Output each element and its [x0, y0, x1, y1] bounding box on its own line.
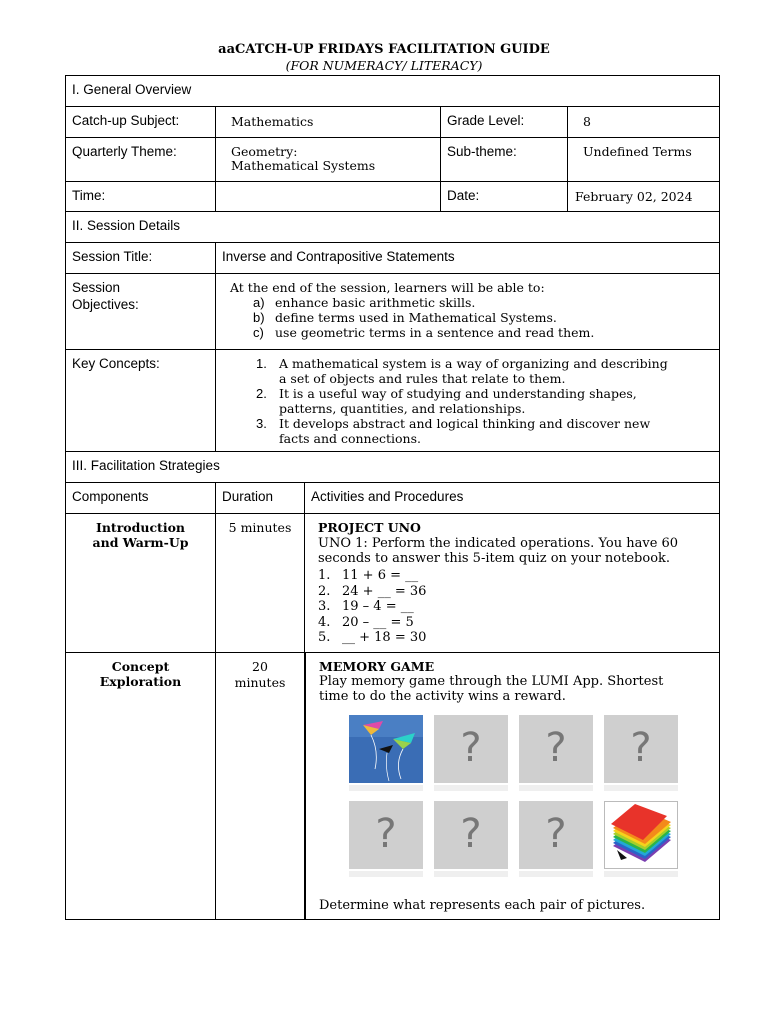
- subtheme-value: Undefined Terms: [583, 144, 692, 159]
- quiz-list: [318, 568, 426, 646]
- grade-value: 8: [583, 114, 591, 129]
- duration-header: Duration: [222, 489, 274, 504]
- theme-value-line2: Mathematical Systems: [231, 158, 376, 173]
- concepts-value-cell: [215, 349, 720, 452]
- theme-label: Quarterly Theme:: [72, 144, 177, 159]
- kite-picture-card[interactable]: [349, 715, 423, 783]
- hidden-card[interactable]: [434, 801, 508, 869]
- quiz-item: 1. 11 + 6 = __: [318, 568, 419, 583]
- quiz-item: 5. __ + 18 = 30: [318, 630, 427, 645]
- session-title-value: Inverse and Contrapositive Statements: [222, 249, 455, 264]
- concept-duration-line1: 20: [252, 659, 268, 674]
- concepts-label-cell: [65, 349, 216, 452]
- question-mark-icon: ?: [460, 725, 482, 771]
- quiz-item: 2. 24 + __ = 36: [318, 583, 427, 599]
- intro-component-line1: Introduction: [95, 520, 186, 535]
- time-label: Time:: [72, 188, 106, 203]
- date-value-cell: [567, 181, 720, 212]
- theme-value-line1: Geometry:: [231, 144, 298, 159]
- concept-component-line2: Exploration: [99, 674, 182, 689]
- card-shadow: [349, 785, 423, 791]
- subtheme-label-cell: [440, 137, 568, 182]
- activities-header-cell: [304, 482, 720, 514]
- intro-activity-line2: seconds to answer this 5-item quiz on your notebook.: [318, 551, 671, 566]
- components-header-cell: [65, 482, 216, 514]
- objectives-value-cell: [215, 273, 720, 350]
- subject-value: Mathematics: [231, 114, 314, 129]
- section-heading: II. Session Details: [72, 218, 181, 233]
- concept-item: 2. It is a useful way of studying and understanding shapes, patterns, quantities, and relationships.: [256, 386, 637, 416]
- hidden-card[interactable]: [349, 801, 423, 869]
- objectives-label-line2: Objectives:: [72, 297, 139, 312]
- date-label-cell: [440, 181, 568, 212]
- question-mark-icon: ?: [630, 725, 652, 771]
- subtheme-value-cell: [567, 137, 720, 182]
- question-mark-icon: ?: [375, 811, 397, 857]
- subject-value-cell: [215, 106, 441, 138]
- session-title-label-cell: [65, 242, 216, 274]
- objective-item: b) define terms used in Mathematical Systems.: [253, 310, 557, 325]
- grade-value-cell: [567, 106, 720, 138]
- concept-component-line1: Concept: [111, 659, 170, 674]
- theme-value-cell: [215, 137, 441, 182]
- card-shadow: [434, 785, 508, 791]
- time-value-cell: [215, 181, 441, 212]
- question-mark-icon: ?: [545, 725, 567, 771]
- concept-duration-line2: minutes: [234, 675, 286, 690]
- intro-activity-cell: [304, 513, 720, 653]
- subject-label-cell: [65, 106, 216, 138]
- hidden-card[interactable]: [604, 715, 678, 783]
- concept-activity-title: MEMORY GAME: [319, 659, 435, 674]
- kite-icon: [349, 715, 423, 783]
- objectives-label-line1: Session: [72, 280, 121, 295]
- card-shadow: [349, 871, 423, 877]
- objectives-intro: At the end of the session, learners will be able to:: [230, 280, 545, 295]
- concept-duration-cell: [215, 652, 305, 920]
- objectives-label-cell: [65, 273, 216, 350]
- grade-label-cell: [440, 106, 568, 138]
- duration-header-cell: [215, 482, 305, 514]
- objective-item: c) use geometric terms in a sentence and read them.: [253, 325, 595, 340]
- card-shadow: [604, 871, 678, 877]
- objective-item: a) enhance basic arithmetic skills.: [253, 295, 476, 310]
- concepts-label: Key Concepts:: [72, 356, 160, 371]
- intro-duration: 5 minutes: [228, 520, 292, 535]
- colored-paper-icon: [605, 802, 677, 868]
- card-shadow: [434, 871, 508, 877]
- theme-label-cell: [65, 137, 216, 182]
- hidden-card[interactable]: [519, 715, 593, 783]
- question-mark-icon: ?: [545, 811, 567, 857]
- card-shadow: [519, 785, 593, 791]
- concept-activity-cell: [304, 652, 720, 920]
- time-label-cell: [65, 181, 216, 212]
- intro-component-cell: [65, 513, 216, 653]
- question-mark-icon: ?: [460, 811, 482, 857]
- concept-activity-line1: Play memory game through the LUMI App. Shortest: [319, 674, 664, 689]
- subtheme-label: Sub-theme:: [447, 144, 517, 159]
- concept-activity-line2: time to do the activity wins a reward.: [319, 689, 566, 704]
- facilitation-strategies-header: [65, 451, 720, 483]
- key-concepts-list: [256, 356, 668, 446]
- concept-item: 1. A mathematical system is a way of organizing and describing a set of objects and rules that relate to them.: [256, 356, 668, 386]
- intro-activity-title: PROJECT UNO: [318, 520, 421, 535]
- intro-component-line2: and Warm-Up: [92, 535, 189, 550]
- objectives-list: [253, 295, 594, 340]
- card-shadow: [519, 871, 593, 877]
- date-label: Date:: [447, 188, 480, 203]
- quiz-item: 3. 19 – 4 = __: [318, 599, 414, 614]
- date-value: February 02, 2024: [575, 189, 693, 204]
- concept-component-cell: [65, 652, 216, 920]
- activities-header: Activities and Procedures: [311, 489, 464, 504]
- session-title-value-cell: [215, 242, 720, 274]
- intro-activity-line1: UNO 1: Perform the indicated operations. You have 60: [318, 536, 679, 551]
- hidden-card[interactable]: [519, 801, 593, 869]
- grade-label: Grade Level:: [447, 113, 525, 128]
- components-header: Components: [72, 489, 149, 504]
- subject-label: Catch-up Subject:: [72, 113, 180, 128]
- session-title-label: Session Title:: [72, 249, 153, 264]
- document-title: aaCATCH-UP FRIDAYS FACILITATION GUIDE: [218, 42, 550, 57]
- concept-item: 3. It develops abstract and logical thinking and discover new facts and connections.: [256, 416, 651, 446]
- card-shadow: [604, 785, 678, 791]
- session-details-header: [65, 211, 720, 243]
- quiz-item: 4. 20 – __ = 5: [318, 614, 414, 630]
- general-overview-header: [65, 75, 720, 107]
- hidden-card[interactable]: [434, 715, 508, 783]
- document-subtitle: (FOR NUMERACY/ LITERACY): [285, 58, 483, 73]
- memory-game-closing: Determine what represents each pair of pictures.: [319, 898, 646, 913]
- intro-duration-cell: [215, 513, 305, 653]
- section-heading: III. Facilitation Strategies: [72, 458, 220, 473]
- paper-stack-picture-card[interactable]: [604, 801, 678, 869]
- section-heading: I. General Overview: [72, 82, 192, 97]
